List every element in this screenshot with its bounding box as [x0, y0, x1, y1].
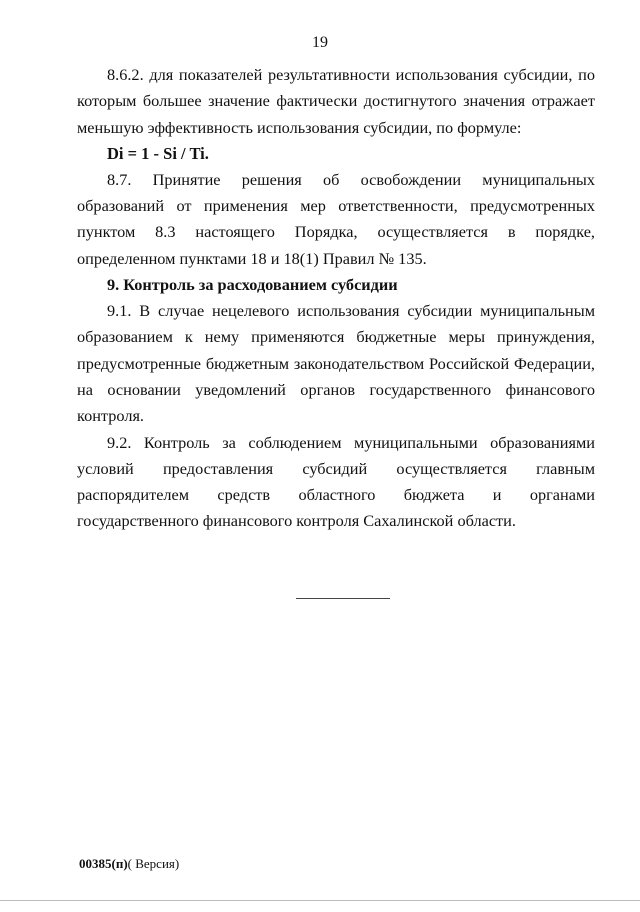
document-body — [77, 62, 595, 535]
paragraph-9-1: 9.1. В случае нецелевого использования субсидии муниципальным образованием к нему применяются бюджетные меры принуждения, предусмотренные бюджетным законодательством Российской Федерации, на основании уведомлений органов государственного финансового контроля. — [77, 301, 595, 426]
paragraph-9-2: 9.2. Контроль за соблюдением муниципальными образованиями условий предоставления субсидий осуществляется главным распорядителем средств областного бюджета и органами государственного финансового контроля Сахалинской области. — [77, 432, 595, 531]
paragraph-8-7: 8.7. Принятие решения об освобождении муниципальных образований от применения мер ответственности, предусмотренных пунктом 8.3 настоящего Порядка, осуществляется в порядке, определенном пунктами 18 и 18(1) Правил № 135. — [77, 169, 595, 268]
version-label: ( Версия) — [127, 856, 180, 871]
footer-version — [79, 856, 179, 872]
document-code: 00385(п) — [79, 856, 128, 871]
end-rule-divider — [296, 598, 390, 599]
paragraph-8-6-2: 8.6.2. для показателей результативности использования субсидии, по которым большее значение фактически достигнутого значения отражает меньшую эффективность использования субсидии, по формуле: — [77, 65, 595, 137]
scan-edge — [0, 900, 640, 912]
section-9-heading: 9. Контроль за расходованием субсидии — [107, 275, 398, 295]
formula: Di = 1 - Si / Ti. — [107, 143, 209, 163]
page-number: 19 — [312, 34, 328, 51]
